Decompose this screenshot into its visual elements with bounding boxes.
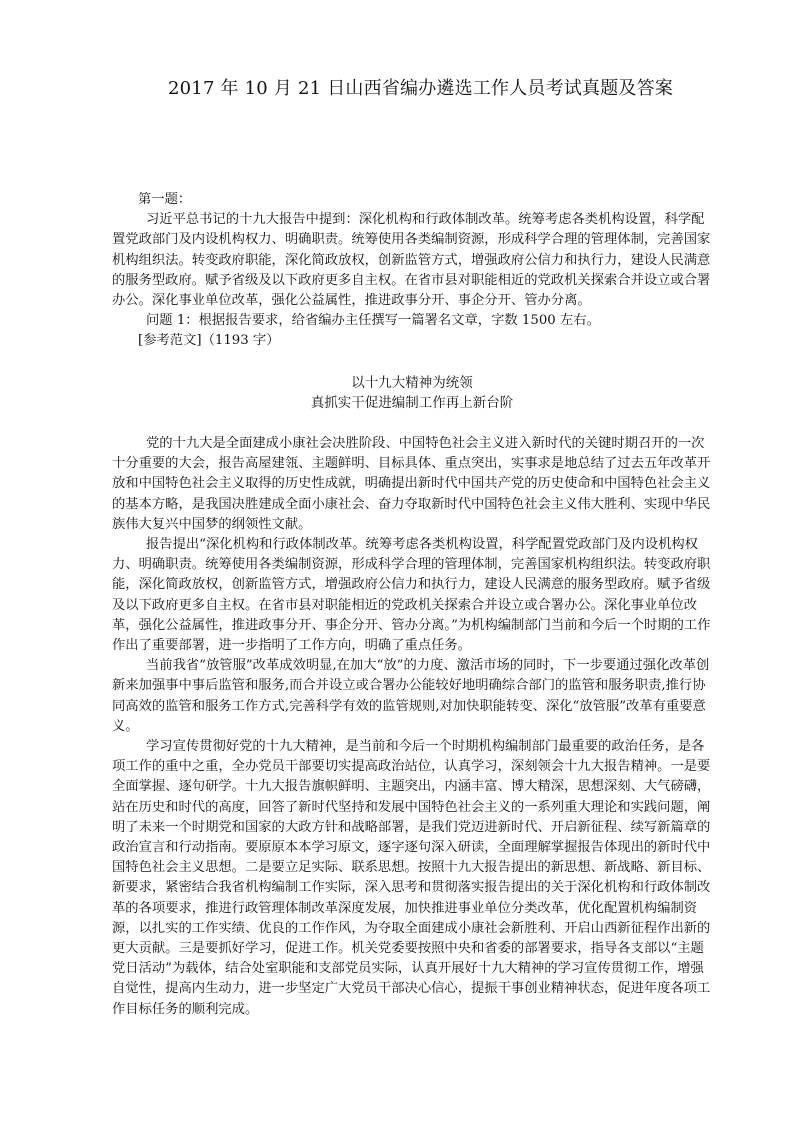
document-title: 2017 年 10 月 21 日山西省编办遴选工作人员考试真题及答案 [168, 78, 674, 99]
essay-title-line-1: 以十九大精神为统领 [351, 375, 473, 391]
essay-title-block [112, 373, 712, 413]
essay-paragraph: 学习宣传贯彻好党的十九大精神，是当前和今后一个时期机构编制部门最重要的政治任务，是各项工作的重中之重，全办党员干部要切实提高政治站位，认真学习，深刻领会十九大报告精神。一是要全面掌握、逐句研学。十九大报告旗帜鲜明、主题突出，内涵丰富、博大精深，思想深刻、大气磅礴，站在历史和时代的高度，回答了新时代坚持和发展中国特色社会主义的一系列重大理论和实践问题，阐明了未来一个时期党和国家的大政方针和战略部署，是我们党迈进新时代、开启新征程、续写新篇章的政治宣言和行动指南。要原原本本学习原文，逐字逐句深入研读，全面理解掌握报告体现出的新时代中国特色社会主义思想。二是要立足实际、联系思想。按照十九大报告提出的新思想、新战略、新目标、新要求，紧密结合我省机构编制工作实际，深入思考和贯彻落实报告提出的关于深化机构和行政体制改革的各项要求，推进行政管理体制改革深度发展，加快推进事业单位分类改革，优化配置机构编制资源，以扎实的工作实绩、优良的工作作风，为夺取全面建成小康社会新胜利、开启山西新征程作出新的更大贡献。三是要抓好学习，促进工作。机关党委要按照中央和省委的部署要求，指导各支部以“主题党日活动”为载体，结合处室职能和支部党员实际，认真开展好十九大精神的学习宣传贯彻工作，增强自觉性，提高内生动力，进一步坚定广大党员干部决心信心，提振干事创业精神状态，促进年度各项工作目标任务的顺利完成。 [112, 739, 711, 1017]
essay-body [112, 434, 712, 1020]
section-heading: 第一题： [138, 192, 192, 207]
essay-paragraph: 报告提出“深化机构和行政体制改革。统筹考虑各类机构设置，科学配置党政部门及内设机构权力、明确职责。统筹使用各类编制资源，形成科学合理的管理体制，完善国家机构组织法。转变政府职能，深化简政放权，创新监管方式，增强政府公信力和执行力，建设人民满意的服务型政府。赋予省级及以下政府更多自主权。在省市县对职能相近的党政机关探索合并设立或合署办公。深化事业单位改革，强化公益属性，推进政事分开、事企分开、管办分离。”为机构编制部门当前和今后一个时期的工作作出了重要部署，进一步指明了工作方向，明确了重点任务。 [112, 537, 711, 654]
essay-title-line-2: 真抓实干促进编制工作再上新台阶 [310, 395, 514, 411]
question-text: 问题 1：根据报告要求，给省编办主任撰写一篇署名文章，字数 1500 左右。 [146, 313, 600, 329]
reference-label: [参考范文]（1193 字） [138, 333, 280, 349]
section-intro-paragraph: 习近平总书记的十九大报告中提到：深化机构和行政体制改革。统筹考虑各类机构设置，科学配置党政部门及内设机构权力、明确职责。统筹使用各类编制资源，形成科学合理的管理体制，完善国家机构组织法。转变政府职能，深化简政放权，创新监管方式，增强政府公信力和执行力，建设人民满意的服务型政府。赋予省级及以下政府更多自主权。在省市县对职能相近的党政机关探索合并设立或合署办公。深化事业单位改革，强化公益属性，推进政事分开、事企分开、管办分离。 [112, 212, 711, 309]
essay-paragraph: 当前我省“放管服”改革成效明显,在加大“放”的力度、激活市场的同时，下一步要通过强化改革创新来加强事中事后监管和服务,而合并设立或合署办公能较好地明确综合部门的监管和服务职责,推行协同高效的监管和服务工作方式,完善科学有效的监管规则,对加快职能转变、深化“放管服”改革有重要意义。 [112, 658, 710, 734]
essay-paragraph: 党的十九大是全面建成小康社会决胜阶段、中国特色社会主义进入新时代的关键时期召开的一次十分重要的大会，报告高屋建瓴、主题鲜明、目标具体、重点突出，实事求是地总结了过去五年改革开放和中国特色社会主义取得的历史性成就，明确提出新时代中国共产党的历史使命和中国特色社会主义的基本方略，是我国决胜建成全面小康社会、奋力夺取新时代中国特色社会主义伟大胜利、实现中华民族伟大复兴中国梦的纲领性文献。 [112, 436, 711, 532]
question-section [112, 190, 712, 352]
